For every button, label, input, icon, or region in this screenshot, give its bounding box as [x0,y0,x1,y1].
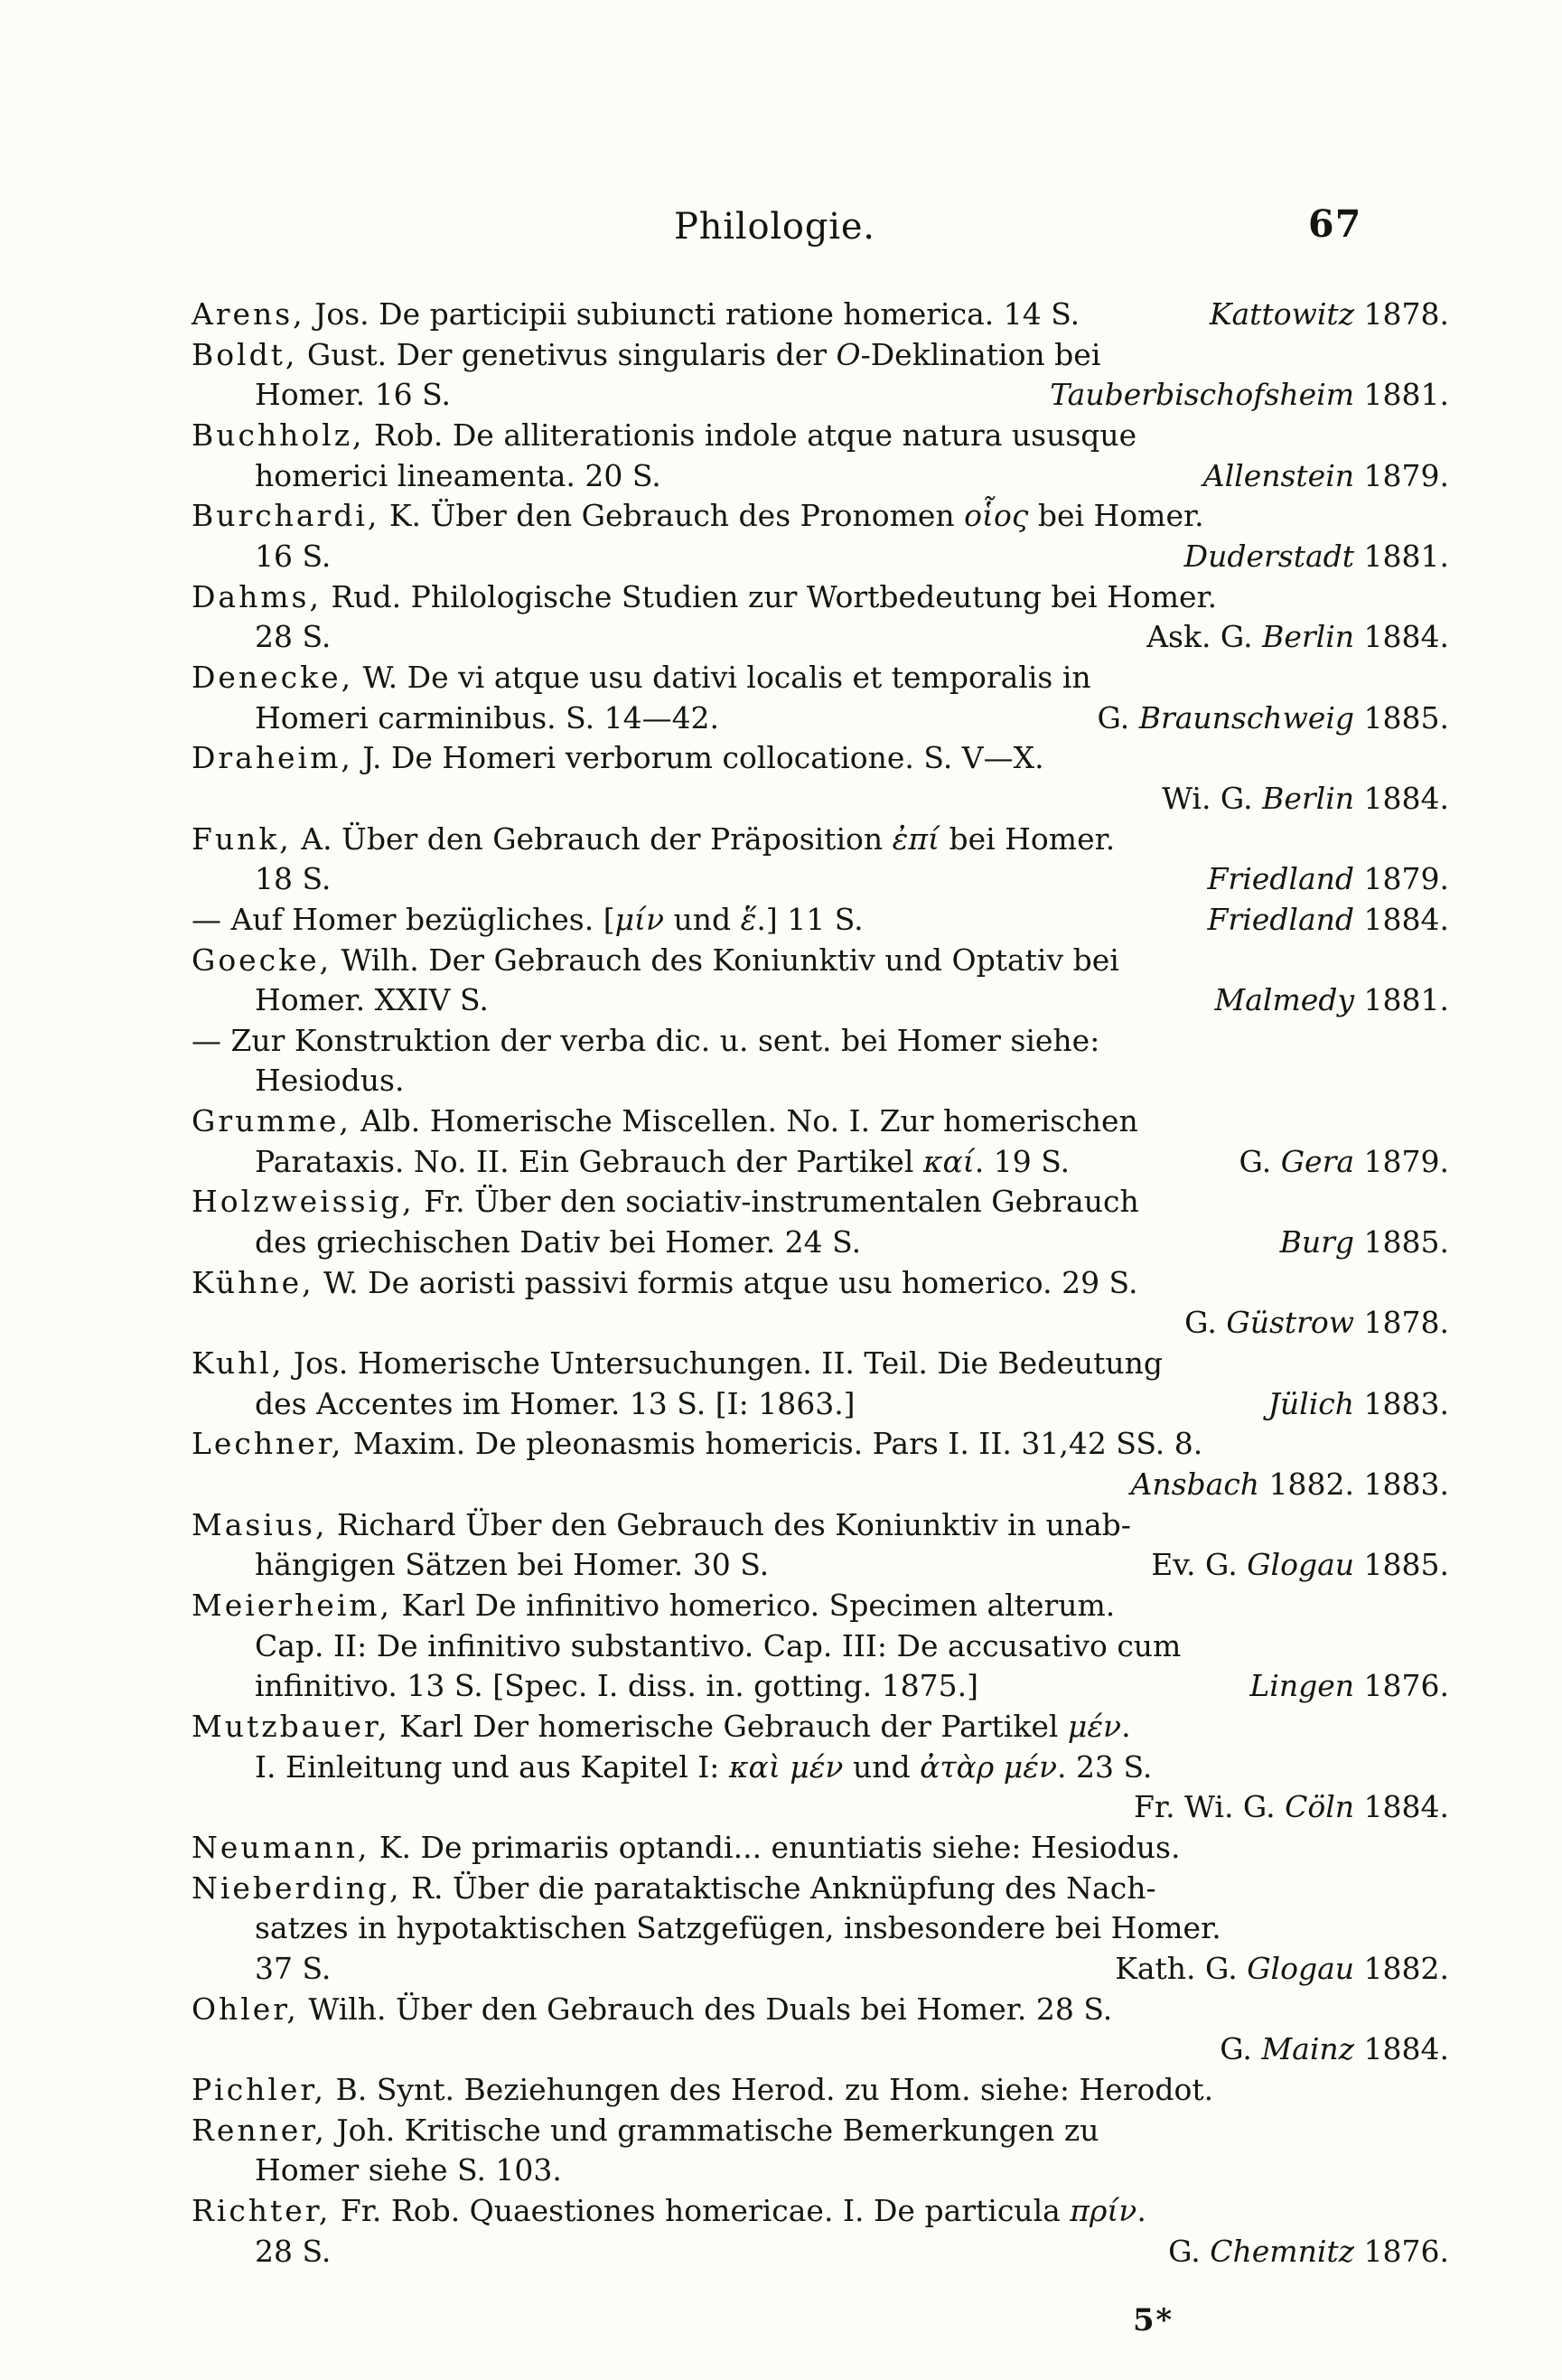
bibliography-line [192,859,1449,900]
page-number: 67 [1308,202,1362,246]
bibliography-line [192,2070,1449,2111]
bibliography-line [192,1061,1449,1101]
imprint-year: 1881. [1354,377,1449,413]
imprint-year: 1876. [1354,2233,1449,2269]
entry-author: Renner, [192,2112,327,2148]
entry-author: Kuhl, [192,1345,285,1382]
imprint-year: 1884. [1354,780,1449,816]
entry-text: 28 S. [255,619,332,655]
imprint-place: Tauberbischofsheim [1050,377,1355,413]
imprint-school: G. [1184,1305,1227,1341]
entry-author: Funk, [192,820,292,857]
entry-imprint [1099,1949,1449,1990]
entry-author: Dahms, [192,578,322,614]
entry-imprint [1168,1303,1449,1344]
greek-term: ἐπί [892,820,940,857]
entry-text: Homeri carminibus. S. 14—42. [255,699,720,736]
greek-term: οἷος [964,498,1029,534]
entry-text: 28 S. [255,2233,332,2269]
bibliography-line [192,900,1449,941]
entry-author: Grumme, [192,1103,351,1139]
entry-imprint [1252,1384,1449,1425]
entry-text: Grumme, Alb. Homerische Miscellen. No. I. Zur homerischen [192,1103,1138,1139]
entry-imprint [1193,295,1449,335]
entry-text: Meierheim, Karl De infinitivo homerico. Specimen alterum. [192,1588,1116,1623]
imprint-year: 1883. [1354,1385,1449,1421]
entry-imprint [1152,2232,1449,2272]
imprint-place: Gera [1280,1143,1355,1179]
entry-text: Masius, Richard Über den Gebrauch des Koniunktiv in unab- [192,1506,1131,1542]
bibliography-line [192,1828,1449,1869]
bibliography-line [192,980,1449,1021]
greek-term: ἕ [740,901,757,937]
entry-author: Richter, [192,2192,332,2228]
entry-imprint [1115,1465,1450,1505]
bibliography-line [192,1586,1449,1626]
imprint-year: 1881. [1354,538,1449,574]
entry-text: homerici lineamenta. 20 S. [255,457,661,493]
imprint-place: Cöln [1285,1789,1355,1825]
entry-author: Denecke, [192,659,354,695]
imprint-year: 1878. [1354,296,1449,332]
bibliography-line [192,1787,1449,1828]
entry-text: des griechischen Dativ bei Homer. 24 S. [255,1224,862,1260]
bibliography-line [192,295,1449,335]
imprint-year: 1879. [1354,457,1449,493]
entry-imprint [1264,1223,1449,1263]
entry-text: Cap. II: De infinitivo substantivo. Cap. III: De accusativo cum [255,1627,1182,1663]
entry-author: Arens, [192,296,305,332]
entry-text: Funk, A. Über den Gebrauch der Präposition ἐπί bei Homer. [192,820,1116,857]
entry-imprint [1223,1142,1449,1183]
imprint-year: 1884. [1354,1789,1449,1825]
imprint-place: Friedland [1207,901,1355,937]
imprint-year: 1879. [1354,1143,1449,1179]
bibliography-line [192,1908,1449,1949]
greek-term: πρίν [1070,2192,1137,2228]
entry-author: Masius, [192,1506,328,1542]
entry-imprint [1203,2029,1449,2070]
imprint-year: 1878. [1354,1305,1449,1341]
bibliography-line [192,1101,1449,1142]
imprint-year: 1882. 1883. [1259,1466,1449,1503]
bibliography-line [192,416,1449,456]
imprint-school: Wi. G. [1162,780,1263,816]
imprint-place: Duderstadt [1183,538,1355,574]
bibliography-line [192,2111,1449,2151]
bibliography-line [192,1344,1449,1384]
entry-text: Arens, Jos. De participii subiuncti ratione homerica. 14 S. [192,296,1080,332]
entry-imprint [1118,1787,1449,1828]
imprint-school: G. [1239,1143,1281,1179]
bibliography-line [192,820,1449,860]
imprint-place: Berlin [1262,780,1355,816]
imprint-year: 1885. [1354,699,1449,736]
imprint-place: Burg [1279,1224,1355,1260]
entry-text: — Auf Homer bezügliches. [μίν und ἕ.] 11 S. [192,901,864,937]
entry-text: Burchardi, K. Über den Gebrauch des Pronomen οἷος bei Homer. [192,498,1204,534]
entry-author: Ohler, [192,1991,299,2027]
bibliography-line [192,2191,1449,2232]
bibliography-line [192,658,1449,698]
entry-author: Nieberding, [192,1869,402,1906]
bibliography-line [192,617,1449,658]
bibliography-line [192,1424,1449,1465]
bibliography-line [192,1869,1449,1909]
bibliography-line [192,2029,1449,2070]
entry-author: Mutzbauer, [192,1708,390,1744]
imprint-school: G. [1220,2031,1262,2067]
entry-text: Homer. XXIV S. [255,982,489,1018]
entry-author: Lechner, [192,1426,344,1462]
bibliography-line [192,2232,1449,2272]
running-header-title: Philologie. [674,206,875,248]
entry-text: Pichler, B. Synt. Beziehungen des Herod. zu Hom. siehe: Herodot. [192,2071,1214,2107]
entry-text: Lechner, Maxim. De pleonasmis homericis. Pars I. II. 31,42 SS. 8. [192,1426,1203,1462]
entry-imprint [1198,980,1449,1021]
imprint-place: Glogau [1247,1547,1355,1583]
greek-term: O [836,336,861,372]
entry-text: Goecke, Wilh. Der Gebrauch des Koniunktiv und Optativ bei [192,942,1119,978]
entry-text: Parataxis. No. II. Ein Gebrauch der Partikel καί. 19 S. [255,1143,1071,1179]
imprint-place: Malmedy [1214,982,1355,1018]
imprint-place: Allenstein [1202,457,1355,493]
bibliography-line [192,1223,1449,1263]
imprint-school: Ask. G. [1146,619,1263,655]
entry-text: 37 S. [255,1950,332,1986]
imprint-place: Lingen [1249,1668,1355,1704]
imprint-year: 1884. [1354,619,1449,655]
entry-text: Kuhl, Jos. Homerische Untersuchungen. II. Teil. Die Bedeutung [192,1345,1164,1382]
bibliography-line [192,1748,1449,1788]
bibliography-line [192,1949,1449,1990]
entry-text: Nieberding, R. Über die parataktische Anknüpfung des Nach- [192,1869,1156,1906]
bibliography-line [192,698,1449,739]
imprint-year: 1885. [1354,1547,1449,1583]
entry-author: Neumann, [192,1829,370,1865]
bibliography-line [192,738,1449,779]
bibliography-line [192,1263,1449,1304]
entry-imprint [1146,779,1449,820]
entry-text: Draheim, J. De Homeri verborum collocatione. S. V—X. [192,740,1044,776]
entry-author: Meierheim, [192,1588,392,1623]
bibliography-line [192,1384,1449,1425]
entry-imprint [1034,375,1449,416]
bibliography-line [192,1182,1449,1223]
entry-text: des Accentes im Homer. 13 S. [I: 1863.] [255,1385,856,1421]
entry-imprint [1135,1545,1449,1586]
entry-text: Boldt, Gust. Der genetivus singularis der O-Deklination bei [192,336,1101,372]
entry-text: Renner, Joh. Kritische und grammatische Bemerkungen zu [192,2112,1099,2148]
entry-text: Mutzbauer, Karl Der homerische Gebrauch der Partikel μέν. [192,1708,1131,1744]
entry-imprint [1192,859,1449,900]
imprint-school: Fr. Wi. G. [1134,1789,1286,1825]
entry-text: Dahms, Rud. Philologische Studien zur Wortbedeutung bei Homer. [192,578,1218,614]
entry-text: Kühne, W. De aoristi passivi formis atque usu homerico. 29 S. [192,1264,1138,1300]
entry-text: I. Einleitung und aus Kapitel I: καὶ μέν und ἀτὰρ μέν. 23 S. [255,1748,1153,1785]
imprint-place: Berlin [1262,619,1355,655]
imprint-place: Ansbach [1130,1466,1260,1503]
imprint-school: G. [1168,2233,1211,2269]
bibliography-line [192,496,1449,537]
greek-term: καί [922,1143,975,1179]
entry-text: satzes in hypotaktischen Satzgefügen, insbesondere bei Homer. [255,1910,1221,1946]
entry-text: infinitivo. 13 S. [Spec. I. diss. in. gotting. 1875.] [255,1668,978,1704]
bibliography-line [192,2150,1449,2191]
bibliography-line [192,1545,1449,1586]
entry-author: Pichler, [192,2071,326,2107]
entry-text: Neumann, K. De primariis optandi... enuntiatis siehe: Hesiodus. [192,1829,1181,1865]
imprint-school: G. [1097,699,1139,736]
bibliography-line [192,537,1449,577]
bibliography-line [192,577,1449,618]
bibliography-line [192,1021,1449,1062]
bibliography-list [192,295,1449,2272]
imprint-year: 1879. [1354,861,1449,897]
imprint-year: 1882. [1354,1950,1449,1986]
imprint-year: 1884. [1354,2031,1449,2067]
entry-imprint [1192,900,1449,941]
entry-imprint [1168,537,1449,577]
greek-term: μίν [614,901,665,937]
imprint-place: Friedland [1207,861,1355,897]
imprint-place: Mainz [1261,2031,1355,2067]
bibliography-line [192,1990,1449,2030]
entry-text: — Zur Konstruktion der verba dic. u. sent. bei Homer siehe: [192,1022,1100,1058]
entry-text: Buchholz, Rob. De alliterationis indole atque natura ususque [192,417,1137,453]
imprint-year: 1881. [1354,982,1449,1018]
entry-text: Homer. 16 S. [255,377,451,413]
entry-imprint [1233,1666,1449,1707]
entry-text: Holzweissig, Fr. Über den sociativ-instrumentalen Gebrauch [192,1184,1139,1220]
bibliography-line [192,1666,1449,1707]
entry-imprint [1081,698,1449,739]
bibliography-line [192,456,1449,497]
imprint-place: Glogau [1247,1950,1355,1986]
entry-author: Buchholz, [192,417,365,453]
bibliography-line [192,1465,1449,1505]
entry-text: 18 S. [255,861,332,897]
entry-author: Burchardi, [192,498,380,534]
bibliography-line [192,1142,1449,1183]
bibliography-line [192,1626,1449,1667]
signature-mark: 5* [1133,2302,1174,2338]
greek-term: μέν [1067,1708,1122,1744]
entry-author: Goecke, [192,942,332,978]
greek-term: ἀτὰρ μέν [920,1748,1058,1785]
bibliography-line [192,941,1449,981]
entry-author: Holzweissig, [192,1184,415,1220]
bibliography-line [192,1505,1449,1546]
imprint-place: Chemnitz [1210,2233,1355,2269]
imprint-year: 1876. [1354,1668,1449,1704]
entry-imprint [1130,617,1449,658]
imprint-place: Braunschweig [1138,699,1355,736]
bibliography-line [192,1303,1449,1344]
greek-term: καὶ μέν [728,1748,844,1785]
entry-author: Boldt, [192,336,298,372]
imprint-school: Kath. G. [1115,1950,1248,1986]
bibliography-line [192,779,1449,820]
imprint-school: Ev. G. [1151,1547,1248,1583]
imprint-place: Jülich [1267,1385,1355,1421]
entry-text: Homer siehe S. 103. [255,2152,562,2188]
entry-text: Hesiodus. [255,1063,405,1099]
entry-text: 16 S. [255,538,332,574]
entry-author: Draheim, [192,740,353,776]
imprint-year: 1885. [1354,1224,1449,1260]
imprint-place: Kattowitz [1209,296,1355,332]
bibliography-line [192,375,1449,416]
entry-text: Richter, Fr. Rob. Quaestiones homericae. I. De particula πρίν. [192,2192,1146,2228]
entry-text: Ohler, Wilh. Über den Gebrauch des Duals bei Homer. 28 S. [192,1991,1113,2027]
imprint-place: Güstrow [1226,1305,1355,1341]
imprint-year: 1884. [1354,901,1449,937]
entry-author: Kühne, [192,1264,314,1300]
bibliography-line [192,335,1449,376]
bibliography-line [192,1707,1449,1748]
entry-text: Denecke, W. De vi atque usu dativi localis et temporalis in [192,659,1091,695]
entry-imprint [1187,456,1449,497]
entry-text: hängigen Sätzen bei Homer. 30 S. [255,1547,770,1583]
